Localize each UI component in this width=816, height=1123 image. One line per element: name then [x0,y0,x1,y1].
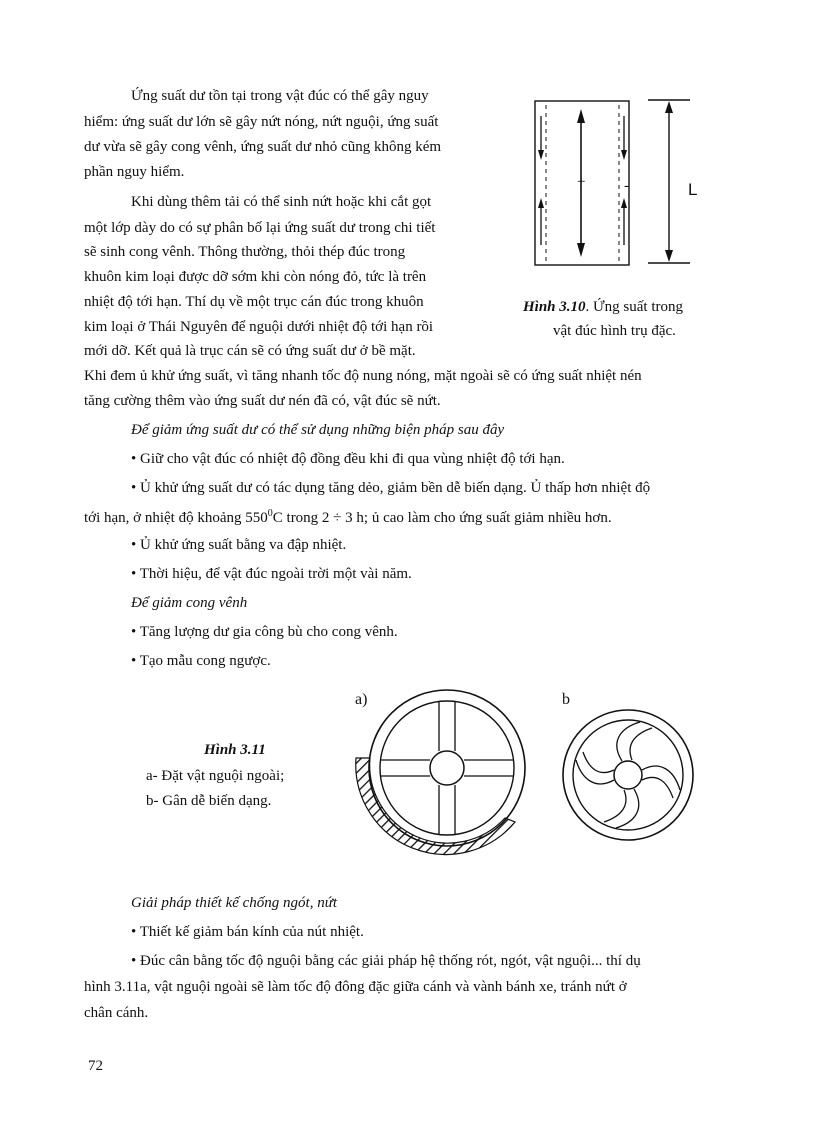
section1-heading: Để giảm ứng suất dư có thể sử dụng những biện pháp sau đây [131,422,505,438]
section1-bullet-3: • Ủ khử ứng suất bằng va đập nhiệt. [131,537,347,553]
figure-3-11-line-a: a- Đặt vật nguội ngoài; [146,768,285,784]
para1-line-2: hiểm: ứng suất dư lớn sẽ gây nứt nóng, nứt nguội, ứng suất [84,114,439,130]
figure-3-10-minus: - [624,178,629,194]
figure-3-11-tag-a: a) [355,691,368,708]
section3-bullet-1: • Thiết kế giảm bán kính của nút nhiệt. [131,924,364,940]
section1-bullet-2-superscript: 0 [267,508,273,519]
section1-bullet-2-text-b: C trong 2 ÷ 3 h; ủ cao làm cho ứng suất giảm nhiều hơn. [272,510,612,526]
section2-bullet-1: • Tăng lượng dư gia công bù cho cong vênh. [131,624,398,640]
para2-line-8: Khi đem ủ khử ứng suất, vì tăng nhanh tốc độ nung nóng, mặt ngoài sẽ có ứng suất nhiệt nén [84,368,642,384]
section1-bullet-2-line-1: • Ủ khử ứng suất dư có tác dụng tăng dẻo, giảm bền dễ biến dạng. Ủ thấp hơn nhiệt độ [131,480,651,496]
para1-line-4: phần nguy hiểm. [84,164,185,180]
para2-line-1: Khi dùng thêm tải có thể sinh nứt hoặc khi cắt gọt [131,194,432,210]
para2-line-3: sẽ sinh cong vênh. Thông thường, thỏi thép đúc trong [84,244,406,260]
para2-line-6: kim loại ở Thái Nguyên để nguội dưới nhiệt độ tới hạn rồi [84,319,434,335]
para2-line-7: mới dỡ. Kết quả là trục cán sẽ có ứng suất dư ở bề mặt. [84,343,416,359]
figure-3-10-caption-line-2: vật đúc hình trụ đặc. [553,323,676,339]
section1-bullet-2-text-a: tới hạn, ở nhiệt độ khoảng 550 [84,510,268,526]
figure-3-10-caption [523,296,683,318]
para1-line-3: dư vừa sẽ gây cong vênh, ứng suất dư nhỏ cũng không kém [84,139,442,155]
section1-bullet-2-line-2 [84,504,612,528]
section2-heading: Để giảm cong vênh [131,595,248,611]
para2-line-5: nhiệt độ tới hạn. Thí dụ về một trục cán đúc trong khuôn [84,294,424,310]
figure-3-11-label: Hình 3.11 [204,742,266,758]
section2-bullet-2: • Tạo mẫu cong ngược. [131,653,271,669]
figure-3-11-tag-b: b [562,691,570,708]
section3-bullet-2-line-2: hình 3.11a, vật nguội ngoài sẽ làm tốc độ đông đặc giữa cánh và vành bánh xe, tránh nứt ở [84,979,627,995]
figure-3-11-line-b: b- Gân dễ biến dạng. [146,793,272,809]
section3-bullet-2-line-1: • Đúc cân bằng tốc độ nguội bằng các giải pháp hệ thống rót, ngót, vật nguội... thí dụ [131,953,641,969]
section1-bullet-1: • Giữ cho vật đúc có nhiệt độ đồng đều khi đi qua vùng nhiệt độ tới hạn. [131,451,565,467]
figure-3-10-L: L [688,180,698,199]
figure-3-10-plus: + [577,174,586,190]
para2-line-4: khuôn kim loại được dỡ sớm khi còn nóng đỏ, tức là trên [84,269,427,285]
figure-3-10-caption-text: . Ứng suất trong [585,299,683,315]
para2-line-2: một lớp dày do có sự phân bố lại ứng suất dư trong chi tiết [84,220,436,236]
section3-heading: Giải pháp thiết kế chống ngót, nứt [131,895,338,911]
para2-line-9: tăng cường thêm vào ứng suất dư nén đã có, vật đúc sẽ nứt. [84,393,441,409]
figure-3-10-label: Hình 3.10 [523,299,586,315]
page-number: 72 [88,1058,103,1074]
section1-bullet-4: • Thời hiệu, để vật đúc ngoài trời một vài năm. [131,566,412,582]
para1-line-1: Ứng suất dư tồn tại trong vật đúc có thể gây nguy [131,88,429,104]
section3-bullet-2-line-3: chân cánh. [84,1005,149,1021]
